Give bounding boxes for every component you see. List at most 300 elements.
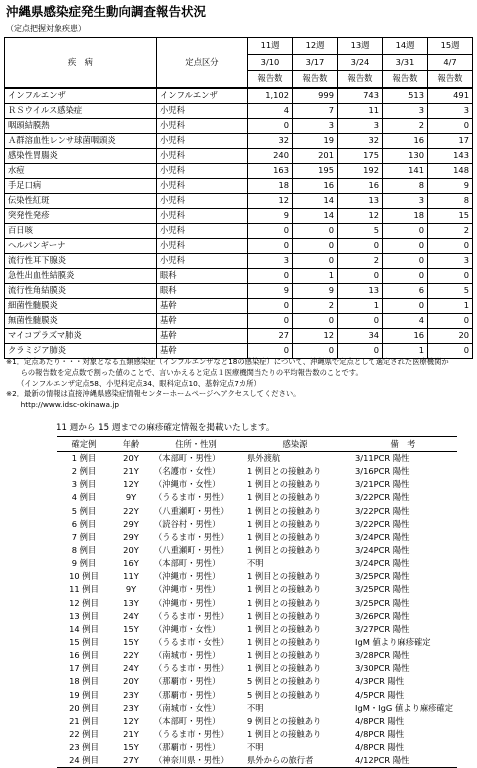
count-cell: 9 bbox=[293, 283, 338, 298]
disease-name: 咽頭結膜熱 bbox=[5, 118, 157, 133]
measles-table bbox=[57, 436, 457, 768]
count-cell: 0 bbox=[338, 313, 383, 328]
case-number: 14 例目 bbox=[69, 623, 99, 634]
count-cell: 12 bbox=[248, 193, 293, 208]
age-cell: 23Y bbox=[123, 689, 139, 700]
remarks-cell: IgM 値より麻疹確定 bbox=[355, 637, 431, 648]
age-cell: 24Y bbox=[123, 663, 139, 674]
table-row bbox=[57, 754, 457, 768]
count-cell: 1 bbox=[293, 268, 338, 283]
count-cell: 16 bbox=[293, 178, 338, 193]
count-cell: 16 bbox=[383, 328, 428, 343]
count-cell: 743 bbox=[338, 88, 383, 104]
table-row bbox=[57, 452, 457, 466]
footnote-line: ※1．定点あたり・・・対象となる五類感染症（インフルエンザなど18の感染症）について、沖縄県で定点として選定された医療機関か bbox=[6, 357, 449, 366]
table-row bbox=[57, 597, 457, 610]
disease-name: 細菌性髄膜炎 bbox=[5, 298, 157, 313]
remarks-cell: 3/25PCR 陽性 bbox=[355, 584, 410, 595]
remarks-cell: 3/26PCR 陽性 bbox=[355, 610, 410, 621]
count-cell: 0 bbox=[383, 238, 428, 253]
count-cell: 143 bbox=[428, 148, 473, 163]
case-number: 10 例目 bbox=[69, 571, 99, 582]
count-cell: 9 bbox=[248, 208, 293, 223]
count-cell: 14 bbox=[293, 208, 338, 223]
disease-name: 感染性胃腸炎 bbox=[5, 148, 157, 163]
count-cell: 9 bbox=[248, 283, 293, 298]
count-cell: 2 bbox=[428, 223, 473, 238]
count-cell: 18 bbox=[383, 208, 428, 223]
table-row bbox=[5, 208, 473, 223]
count-cell: 19 bbox=[293, 133, 338, 148]
source-cell: 1 例目との接触あり bbox=[247, 531, 322, 542]
source-cell: 1 例目との接触あり bbox=[247, 584, 322, 595]
count-cell: 0 bbox=[248, 238, 293, 253]
count-cell: 3 bbox=[428, 103, 473, 118]
count-cell: 16 bbox=[383, 133, 428, 148]
week-header: 13週 bbox=[338, 38, 383, 55]
case-number: 17 例目 bbox=[69, 663, 99, 674]
count-cell: 3 bbox=[248, 253, 293, 268]
address-cell: （南城市・女性） bbox=[154, 702, 221, 713]
measles-header: 感染源 bbox=[241, 437, 349, 452]
disease-name: 伝染性紅斑 bbox=[5, 193, 157, 208]
count-cell: 12 bbox=[338, 208, 383, 223]
disease-name: マイコプラズマ肺炎 bbox=[5, 328, 157, 343]
count-cell: 0 bbox=[248, 343, 293, 358]
category-cell: 小児科 bbox=[157, 253, 248, 268]
age-cell: 20Y bbox=[123, 453, 139, 464]
category-cell: 基幹 bbox=[157, 328, 248, 343]
count-cell: 6 bbox=[383, 283, 428, 298]
footnote-line: ※2．最新の情報は直接沖縄県感染症情報センターホームページへアクセスしてください。 bbox=[6, 389, 301, 399]
table-row bbox=[5, 103, 473, 118]
count-cell: 16 bbox=[338, 178, 383, 193]
count-cell: 32 bbox=[338, 133, 383, 148]
table-row bbox=[57, 741, 457, 754]
case-number: 1 例目 bbox=[71, 453, 97, 464]
page-title: 沖縄県感染症発生動向調査報告状況 bbox=[6, 4, 207, 19]
disease-name: 手足口病 bbox=[5, 178, 157, 193]
source-cell: 1 例目との接触あり bbox=[247, 518, 322, 529]
source-cell: 9 例目との接触あり bbox=[247, 715, 322, 726]
address-cell: （沖縄市・男性） bbox=[154, 597, 221, 608]
date-header: 3/17 bbox=[293, 54, 338, 71]
count-cell: 5 bbox=[338, 223, 383, 238]
address-cell: （那覇市・男性） bbox=[154, 742, 221, 753]
category-cell: 眼科 bbox=[157, 283, 248, 298]
count-label: 報告数 bbox=[248, 71, 293, 88]
address-cell: （八重瀬町・男性） bbox=[154, 545, 229, 556]
table-row bbox=[5, 148, 473, 163]
disease-name: 急性出血性結膜炎 bbox=[5, 268, 157, 283]
measles-table-body bbox=[57, 452, 457, 768]
remarks-cell: 3/16PCR 陽性 bbox=[355, 466, 410, 477]
case-number: 9 例目 bbox=[71, 558, 97, 569]
table-row bbox=[57, 675, 457, 688]
remarks-cell: 4/8PCR 陽性 bbox=[355, 715, 405, 726]
age-cell: 22Y bbox=[123, 505, 139, 516]
table-row bbox=[57, 649, 457, 662]
source-cell: 1 例目との接触あり bbox=[247, 597, 322, 608]
count-cell: 27 bbox=[248, 328, 293, 343]
age-cell: 13Y bbox=[123, 597, 139, 608]
count-cell: 4 bbox=[383, 313, 428, 328]
remarks-cell: 3/22PCR 陽性 bbox=[355, 505, 410, 516]
category-cell: 眼科 bbox=[157, 268, 248, 283]
case-number: 11 例目 bbox=[69, 584, 99, 595]
count-cell: 0 bbox=[248, 268, 293, 283]
age-cell: 15Y bbox=[123, 623, 139, 634]
table-row bbox=[5, 178, 473, 193]
page-subtitle: （定点把握対象疾患） bbox=[6, 24, 86, 33]
count-cell: 0 bbox=[383, 268, 428, 283]
address-cell: （神奈川県・男性） bbox=[151, 754, 241, 768]
source-cell: 1 例目との接触あり bbox=[247, 610, 322, 621]
count-cell: 0 bbox=[338, 268, 383, 283]
category-cell: 小児科 bbox=[157, 223, 248, 238]
count-cell: 0 bbox=[338, 238, 383, 253]
count-cell: 8 bbox=[428, 193, 473, 208]
disease-name: Ａ群溶血性レンサ球菌咽頭炎 bbox=[5, 133, 157, 148]
age-cell: 24Y bbox=[123, 610, 139, 621]
age-cell: 12Y bbox=[123, 479, 139, 490]
address-cell: （読谷村・男性） bbox=[154, 518, 221, 529]
remarks-cell: 3/30PCR 陽性 bbox=[355, 663, 410, 674]
source-cell: 1 例目との接触あり bbox=[247, 492, 322, 503]
age-cell: 29Y bbox=[123, 518, 139, 529]
count-cell: 0 bbox=[293, 223, 338, 238]
table-row bbox=[57, 583, 457, 596]
address-cell: （沖縄市・女性） bbox=[154, 479, 221, 490]
count-cell: 20 bbox=[428, 328, 473, 343]
count-cell: 1 bbox=[338, 298, 383, 313]
count-cell: 0 bbox=[293, 238, 338, 253]
disease-name: クラミジア肺炎 bbox=[5, 343, 157, 358]
count-cell: 15 bbox=[428, 208, 473, 223]
disease-name: ヘルパンギーナ bbox=[5, 238, 157, 253]
category-cell: 小児科 bbox=[157, 238, 248, 253]
age-cell: 20Y bbox=[123, 676, 139, 687]
table-row bbox=[57, 689, 457, 702]
remarks-cell: 4/5PCR 陽性 bbox=[355, 689, 405, 700]
count-cell: 0 bbox=[428, 268, 473, 283]
count-cell: 163 bbox=[248, 163, 293, 178]
table-row bbox=[5, 343, 473, 358]
age-cell: 12Y bbox=[123, 715, 139, 726]
count-cell: 0 bbox=[293, 313, 338, 328]
address-cell: （うるま市・男性） bbox=[154, 729, 229, 740]
count-cell: 0 bbox=[293, 343, 338, 358]
count-cell: 32 bbox=[248, 133, 293, 148]
age-cell: 9Y bbox=[125, 584, 137, 595]
category-cell: インフルエンザ bbox=[157, 88, 248, 104]
address-cell: （本部町・男性） bbox=[154, 715, 221, 726]
case-number: 19 例目 bbox=[69, 689, 99, 700]
table-row bbox=[5, 283, 473, 298]
address-cell: （うるま市・男性） bbox=[154, 663, 229, 674]
case-number: 21 例目 bbox=[69, 715, 99, 726]
table-row bbox=[57, 715, 457, 728]
case-number: 16 例目 bbox=[69, 650, 99, 661]
count-cell: 3 bbox=[293, 118, 338, 133]
disease-name: 無菌性髄膜炎 bbox=[5, 313, 157, 328]
count-cell: 141 bbox=[383, 163, 428, 178]
footnote-line: らの報告数を定点数で割った値のことで、言いかえると定点１医療機関当たりの平均報告数のことです。 bbox=[6, 367, 363, 377]
source-cell: 1 例目との接触あり bbox=[247, 663, 322, 674]
count-label: 報告数 bbox=[338, 71, 383, 88]
table-row bbox=[57, 557, 457, 570]
case-number: 3 例目 bbox=[71, 479, 97, 490]
table-row bbox=[57, 531, 457, 544]
table-row bbox=[57, 636, 457, 649]
case-number: 8 例目 bbox=[71, 545, 97, 556]
count-cell: 201 bbox=[293, 148, 338, 163]
table-row bbox=[5, 268, 473, 283]
table-row bbox=[57, 623, 457, 636]
remarks-cell: 4/8PCR 陽性 bbox=[355, 729, 405, 740]
disease-name: 百日咳 bbox=[5, 223, 157, 238]
address-cell: （那覇市・男性） bbox=[154, 689, 221, 700]
count-label: 報告数 bbox=[293, 71, 338, 88]
count-cell: 9 bbox=[428, 178, 473, 193]
count-cell: 0 bbox=[428, 238, 473, 253]
source-cell: 1 例目との接触あり bbox=[247, 505, 322, 516]
table-row bbox=[57, 728, 457, 741]
remarks-cell: 3/24PCR 陽性 bbox=[355, 531, 410, 542]
count-cell: 0 bbox=[248, 223, 293, 238]
count-cell: 3 bbox=[383, 193, 428, 208]
week-header: 14週 bbox=[383, 38, 428, 55]
case-number: 7 例目 bbox=[71, 531, 97, 542]
source-cell: 5 例目との接触あり bbox=[247, 689, 322, 700]
category-cell: 基幹 bbox=[157, 298, 248, 313]
address-cell: （うるま市・男性） bbox=[154, 492, 229, 503]
disease-name: 水痘 bbox=[5, 163, 157, 178]
table-row bbox=[5, 223, 473, 238]
count-cell: 11 bbox=[338, 103, 383, 118]
disease-name: 流行性角結膜炎 bbox=[5, 283, 157, 298]
table-row bbox=[5, 238, 473, 253]
count-cell: 13 bbox=[338, 283, 383, 298]
week-header: 15週 bbox=[428, 38, 473, 55]
case-number: 5 例目 bbox=[71, 505, 97, 516]
count-cell: 2 bbox=[383, 118, 428, 133]
measles-header: 住所・性別 bbox=[151, 437, 241, 452]
remarks-cell: 3/22PCR 陽性 bbox=[355, 492, 410, 503]
source-cell: 5 例目との接触あり bbox=[247, 676, 322, 687]
measles-intro: 11 週から 15 週までの麻疹確定情報を掲載いたします。 bbox=[56, 423, 275, 433]
remarks-cell: 3/25PCR 陽性 bbox=[355, 597, 410, 608]
table-row bbox=[57, 465, 457, 478]
count-cell: 513 bbox=[383, 88, 428, 104]
count-cell: 1,102 bbox=[248, 88, 293, 104]
remarks-cell: IgM・IgG 値より麻疹確定 bbox=[355, 702, 454, 713]
count-cell: 34 bbox=[338, 328, 383, 343]
address-cell: （名護市・女性） bbox=[154, 466, 221, 477]
count-cell: 17 bbox=[428, 133, 473, 148]
table-row bbox=[57, 478, 457, 491]
disease-name: ＲＳウイルス感染症 bbox=[5, 103, 157, 118]
count-cell: 0 bbox=[428, 313, 473, 328]
count-cell: 0 bbox=[383, 298, 428, 313]
surveillance-table bbox=[4, 37, 473, 359]
remarks-cell: 3/21PCR 陽性 bbox=[355, 479, 410, 490]
count-cell: 148 bbox=[428, 163, 473, 178]
footnote-line: http://www.idsc-okinawa.jp bbox=[6, 400, 119, 410]
week-header: 11週 bbox=[248, 38, 293, 55]
disease-name: インフルエンザ bbox=[5, 88, 157, 104]
count-cell: 2 bbox=[338, 253, 383, 268]
count-cell: 1 bbox=[428, 298, 473, 313]
count-cell: 1 bbox=[383, 343, 428, 358]
address-cell: （沖縄市・男性） bbox=[154, 571, 221, 582]
age-cell: 9Y bbox=[125, 492, 137, 503]
date-header: 3/31 bbox=[383, 54, 428, 71]
count-cell: 0 bbox=[428, 118, 473, 133]
count-cell: 0 bbox=[428, 343, 473, 358]
count-cell: 7 bbox=[293, 103, 338, 118]
count-cell: 3 bbox=[428, 253, 473, 268]
address-cell: （うるま市・男性） bbox=[154, 531, 229, 542]
category-cell: 小児科 bbox=[157, 103, 248, 118]
table-row bbox=[57, 702, 457, 715]
count-cell: 0 bbox=[338, 343, 383, 358]
category-cell: 小児科 bbox=[157, 118, 248, 133]
address-cell: （本部町・男性） bbox=[154, 453, 221, 464]
case-number: 23 例目 bbox=[69, 742, 99, 753]
category-cell: 小児科 bbox=[157, 133, 248, 148]
age-cell: 20Y bbox=[123, 545, 139, 556]
count-cell: 0 bbox=[383, 253, 428, 268]
count-cell: 195 bbox=[293, 163, 338, 178]
week-header: 12週 bbox=[293, 38, 338, 55]
count-cell: 192 bbox=[338, 163, 383, 178]
address-cell: （うるま市・男性） bbox=[154, 610, 229, 621]
table-row bbox=[5, 313, 473, 328]
table-row bbox=[57, 491, 457, 504]
remarks-cell: 3/22PCR 陽性 bbox=[355, 518, 410, 529]
remarks-cell: 3/11PCR 陽性 bbox=[355, 453, 410, 464]
age-cell: 15Y bbox=[123, 637, 139, 648]
measles-header: 備 考 bbox=[349, 437, 457, 452]
count-label: 報告数 bbox=[428, 71, 473, 88]
table-row bbox=[57, 518, 457, 531]
category-header: 定点区分 bbox=[157, 38, 248, 88]
count-cell: 0 bbox=[293, 253, 338, 268]
case-number: 4 例目 bbox=[71, 492, 97, 503]
disease-name: 突発性発疹 bbox=[5, 208, 157, 223]
age-cell: 21Y bbox=[123, 466, 139, 477]
count-cell: 14 bbox=[293, 193, 338, 208]
category-cell: 小児科 bbox=[157, 208, 248, 223]
address-cell: （沖縄市・女性） bbox=[154, 623, 221, 634]
remarks-cell: 4/3PCR 陽性 bbox=[355, 676, 405, 687]
source-cell: 1 例目との接触あり bbox=[247, 571, 322, 582]
table-row bbox=[5, 88, 473, 104]
footnotes bbox=[6, 357, 470, 411]
source-cell: 1 例目との接触あり bbox=[247, 545, 322, 556]
source-cell: 不明 bbox=[247, 702, 264, 713]
category-cell: 基幹 bbox=[157, 343, 248, 358]
count-cell: 12 bbox=[293, 328, 338, 343]
source-cell: 1 例目との接触あり bbox=[247, 623, 322, 634]
age-cell: 22Y bbox=[123, 650, 139, 661]
age-cell: 15Y bbox=[123, 742, 139, 753]
case-number: 24 例目 bbox=[57, 754, 111, 768]
category-cell: 小児科 bbox=[157, 178, 248, 193]
category-cell: 基幹 bbox=[157, 313, 248, 328]
count-cell: 4 bbox=[248, 103, 293, 118]
count-cell: 130 bbox=[383, 148, 428, 163]
count-cell: 0 bbox=[248, 313, 293, 328]
count-cell: 13 bbox=[338, 193, 383, 208]
disease-header: 疾 病 bbox=[5, 38, 157, 88]
table-row bbox=[5, 133, 473, 148]
count-cell: 0 bbox=[248, 298, 293, 313]
age-cell: 23Y bbox=[123, 702, 139, 713]
count-cell: 18 bbox=[248, 178, 293, 193]
remarks-cell: 3/27PCR 陽性 bbox=[355, 623, 410, 634]
category-cell: 小児科 bbox=[157, 163, 248, 178]
disease-name: 流行性耳下腺炎 bbox=[5, 253, 157, 268]
address-cell: （那覇市・男性） bbox=[154, 676, 221, 687]
count-cell: 240 bbox=[248, 148, 293, 163]
source-cell: 県外からの旅行者 bbox=[241, 754, 349, 768]
count-cell: 491 bbox=[428, 88, 473, 104]
count-cell: 2 bbox=[293, 298, 338, 313]
table-row bbox=[5, 298, 473, 313]
case-number: 6 例目 bbox=[71, 518, 97, 529]
source-cell: 1 例目との接触あり bbox=[247, 479, 322, 490]
age-cell: 16Y bbox=[123, 558, 139, 569]
source-cell: 不明 bbox=[247, 742, 264, 753]
count-cell: 5 bbox=[428, 283, 473, 298]
age-cell: 11Y bbox=[123, 571, 139, 582]
count-cell: 0 bbox=[248, 118, 293, 133]
count-cell: 3 bbox=[383, 103, 428, 118]
date-header: 3/10 bbox=[248, 54, 293, 71]
source-cell: 県外渡航 bbox=[247, 453, 281, 464]
source-cell: 1 例目との接触あり bbox=[247, 466, 322, 477]
address-cell: （沖縄市・男性） bbox=[154, 584, 221, 595]
remarks-cell: 4/12PCR 陽性 bbox=[349, 754, 457, 768]
remarks-cell: 3/24PCR 陽性 bbox=[355, 558, 410, 569]
count-label: 報告数 bbox=[383, 71, 428, 88]
source-cell: 1 例目との接触あり bbox=[247, 637, 322, 648]
date-header: 4/7 bbox=[428, 54, 473, 71]
remarks-cell: 3/28PCR 陽性 bbox=[355, 650, 410, 661]
count-cell: 3 bbox=[338, 118, 383, 133]
address-cell: （うるま市・女性） bbox=[154, 637, 229, 648]
case-number: 2 例目 bbox=[71, 466, 97, 477]
source-cell: 1 例目との接触あり bbox=[247, 650, 322, 661]
count-cell: 175 bbox=[338, 148, 383, 163]
case-number: 22 例目 bbox=[69, 729, 99, 740]
table-row bbox=[5, 328, 473, 343]
count-cell: 8 bbox=[383, 178, 428, 193]
remarks-cell: 4/8PCR 陽性 bbox=[355, 742, 405, 753]
case-number: 12 例目 bbox=[69, 597, 99, 608]
age-cell: 27Y bbox=[111, 754, 151, 768]
case-number: 15 例目 bbox=[69, 637, 99, 648]
table-row bbox=[5, 163, 473, 178]
category-cell: 小児科 bbox=[157, 193, 248, 208]
measles-header: 確定例 bbox=[57, 437, 111, 452]
case-number: 18 例目 bbox=[69, 676, 99, 687]
remarks-cell: 3/25PCR 陽性 bbox=[355, 571, 410, 582]
address-cell: （本部町・男性） bbox=[154, 558, 221, 569]
table-row bbox=[5, 193, 473, 208]
